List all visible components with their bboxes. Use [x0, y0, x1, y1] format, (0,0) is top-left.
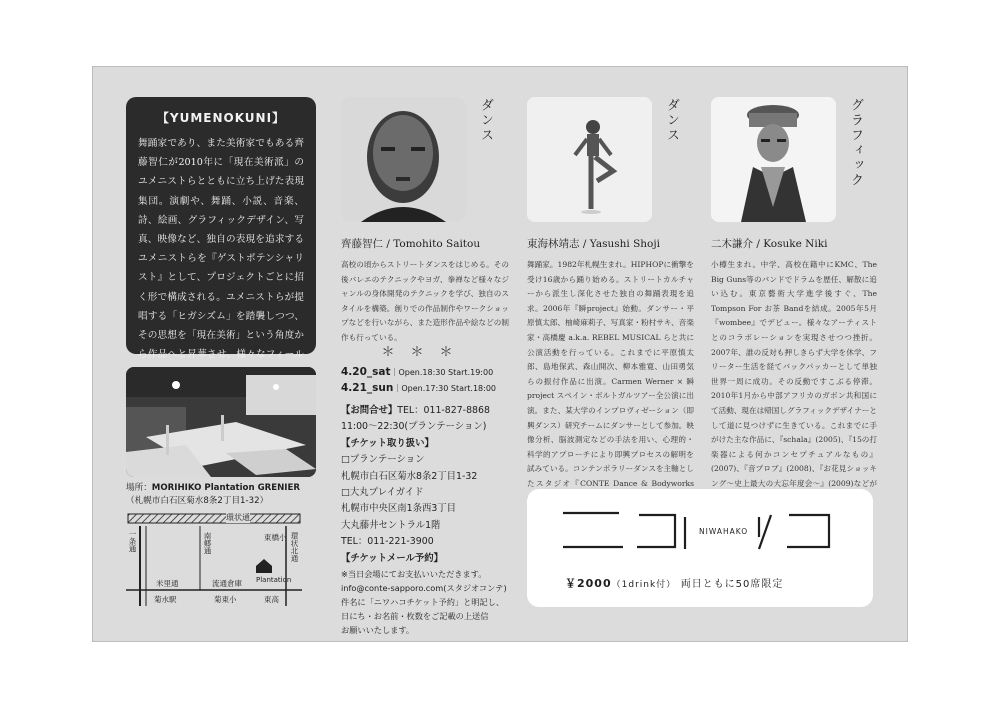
- map-station-kikusui: 菊水駅: [154, 595, 177, 604]
- venue-name: MORIHIKO Plantation GRENIER: [151, 483, 300, 493]
- schedule-day2-time: ｜Open.17:30 Start.18:00: [393, 384, 497, 393]
- section-divider-stars: ＊＊＊: [381, 345, 469, 360]
- performer-name-saitou: 齊藤智仁 / Tomohito Saitou: [341, 238, 481, 250]
- map-school-kitahigashi: 菊東小: [214, 595, 237, 604]
- niwahako-logo-box: [527, 489, 873, 607]
- ticket-outlet-plantation-address: 札幌市白石区菊水8条2丁目1-32: [341, 470, 478, 482]
- mail-reservation-heading: 【チケットメール予約】: [341, 552, 443, 564]
- map-road-beishi: 米里通: [156, 579, 179, 588]
- performer-name-niki: 二木謙介 / Kosuke Niki: [711, 238, 828, 250]
- performer-photo-niki: [711, 97, 836, 222]
- performer-bio-niki: 小樽生まれ。中学、高校在籍中にKMC、The Big Guns等のバンドでドラムを歴任、解散に追い込む。東京藝術大学進学後すぐ、The Tompson For お茶 Bandを結成。2005年5月『wombee』でデビュー。様々なアーティストとのコラボレーションを実現させつつ挫折。2007年、誰の反対も押しきらず大学を休学、フリーター生活を経てバックパッカーとして単独世界一周に成功。その反動ですこぶる停滞。2010年1月から中部アフリカのガボン共和国にて活動、現在は帰国しグラフィックデザイナーとして道に見つけずに生きている。これまでに手がけた主な作品に、『schala』(2005)、『15の打楽器による何かコンセプチュアルなもの』(2007)、『音プロブ』(2008)、『お花見ショッキング～史上最大の大忘年度会～』(2009)などが: [711, 260, 877, 488]
- mail-note-4: 日にち・お名前・枚数をご記載の上送信: [341, 611, 489, 622]
- ticket-outlet-plantation: □プランテーション: [341, 454, 425, 466]
- schedule-day1: [341, 366, 493, 378]
- mail-note-1: ※当日会場にてお支払いいただきます。: [341, 569, 487, 580]
- ticket-outlet-daimaru: □大丸プレイガイド: [341, 487, 424, 499]
- venue-photo: [126, 367, 316, 477]
- mail-address[interactable]: info@conte-sapporo.com(スタジオコンテ): [341, 583, 507, 594]
- performer-name-shoji: 東海林靖志 / Yasushi Shoji: [527, 238, 660, 250]
- access-map: [126, 510, 302, 606]
- yumenokuni-box: [126, 97, 316, 361]
- schedule-day2: [341, 382, 496, 394]
- performer-genre-saitou: ダンス: [478, 98, 493, 143]
- map-school-higashi: 東橋小: [264, 533, 287, 542]
- drink-note: （1drink付）: [611, 580, 677, 590]
- venue-label: 場所：: [126, 483, 152, 493]
- inquiry-tel: TEL：011-827-8868: [397, 405, 490, 416]
- inquiry-hours: 11:00～22:30(プランテーション): [341, 421, 487, 433]
- performer-bio-saitou: 高校の頃からストリートダンスをはじめる。その後バレエのテクニックやヨガ、拳禅など様々なジャンルの身体開発のテクニックを学び、独自のスタイルを構築。創りでの作品制作やワークショップなどを行いながら、また造形作品や絵などの制作も行っている。: [341, 260, 509, 342]
- ticket-info: [341, 403, 521, 637]
- map-road-minamigo: 南郷通: [203, 532, 212, 555]
- price-line: [565, 575, 783, 591]
- venue-address: （札幌市白石区菊水8条2丁目1-32）: [126, 496, 269, 506]
- map-school-tokko: 東高: [264, 595, 279, 604]
- map-road-ichijo: 一条通: [128, 530, 137, 553]
- ticket-outlet-daimaru-address: 札幌市中央区南1条西3丁目: [341, 503, 457, 515]
- ticket-outlet-daimaru-tel: TEL：011-221-3900: [341, 536, 434, 548]
- schedule-day2-date: 4.21_sun: [341, 382, 394, 394]
- ticket-price: ￥2000: [565, 577, 612, 590]
- map-road-ryutsu: 流通倉庫: [212, 579, 242, 588]
- schedule-day1-time: ｜Open.18:30 Start.19:00: [390, 368, 494, 377]
- map-road-kansen: 環状通: [226, 513, 250, 522]
- performer-photo-shoji: [527, 97, 652, 222]
- seat-limit: 両日ともに50席限定: [680, 579, 784, 590]
- ticket-outlet-daimaru-building: 大丸藤井セントラル1階: [341, 519, 441, 531]
- map-plantation: Plantation: [256, 576, 292, 584]
- ticket-heading: 【チケット取り扱い】: [341, 437, 434, 449]
- performer-genre-niki: グラフィック: [848, 98, 863, 188]
- performer-genre-shoji: ダンス: [664, 98, 679, 143]
- mail-note-5: お願いいたします。: [341, 625, 415, 636]
- venue-info: [126, 482, 336, 508]
- yumenokuni-description: 舞踊家であり、また美術家でもある齊藤智仁が2010年に「現在美術派」のユメニストらとともに立ち上げた表現集団。演劇や、舞踊、小説、音楽、詩、絵画、グラフィックデザイン、写真、映像など、独自の表現を追求するユメニストらを『ゲストポテンシャリスト』として、プロジェクトごとに招く形で構成される。ユメニストらが提唱する「ヒガシズム」を踏襲しつつ、その思想を「現在美術」という角度から作品へと昇華させ、様々なフィール: [138, 138, 304, 361]
- map-road-kansenkita: 環状北通: [290, 532, 299, 562]
- yumenokuni-title: 【YUMENOKUNI】: [156, 111, 286, 125]
- inquiry-heading: 【お問合せ】: [341, 405, 398, 416]
- performer-bio-shoji: 舞踊家。1982年札幌生まれ。HIPHOPに衝撃を受け16歳から踊り始める。ストリートカルチャーから派生し深化させた独自の舞踊表現を追求。2006年『瞬project』始動。ダンサー・平原慎太郎、柚崎麻莉子、写真家・粉村サキ、音楽家・高橋慶 a.k.a. REBEL MUSICAL らと共に公演活動を行っている。これまでに平原慎太郎、島地保武、森山開次、柳本雅寛、山田勇気らの振付作品に出演。Carmen Werner × 瞬 project スペイン・ボルトガルツアー全公演に出演。また、某大学のインプロヴィゼーション（即興ダンス）研究チームにダンサーとして参加。映像分析、脳波測定などの手法を用い、心理的・科学的アプローチにより即興プロセスの解明を試みている。コンテンポラリーダンスを主軸としたスタジオ『CONTE Dance & Bodyworks: [527, 260, 694, 488]
- mail-note-3: 件名に「ニワハコチケット予約」と明記し、: [341, 597, 505, 608]
- performer-photo-saitou: [341, 97, 466, 222]
- schedule-day1-date: 4.20_sat: [341, 366, 391, 378]
- niwahako-subtitle: NIWAHAKO: [699, 527, 749, 536]
